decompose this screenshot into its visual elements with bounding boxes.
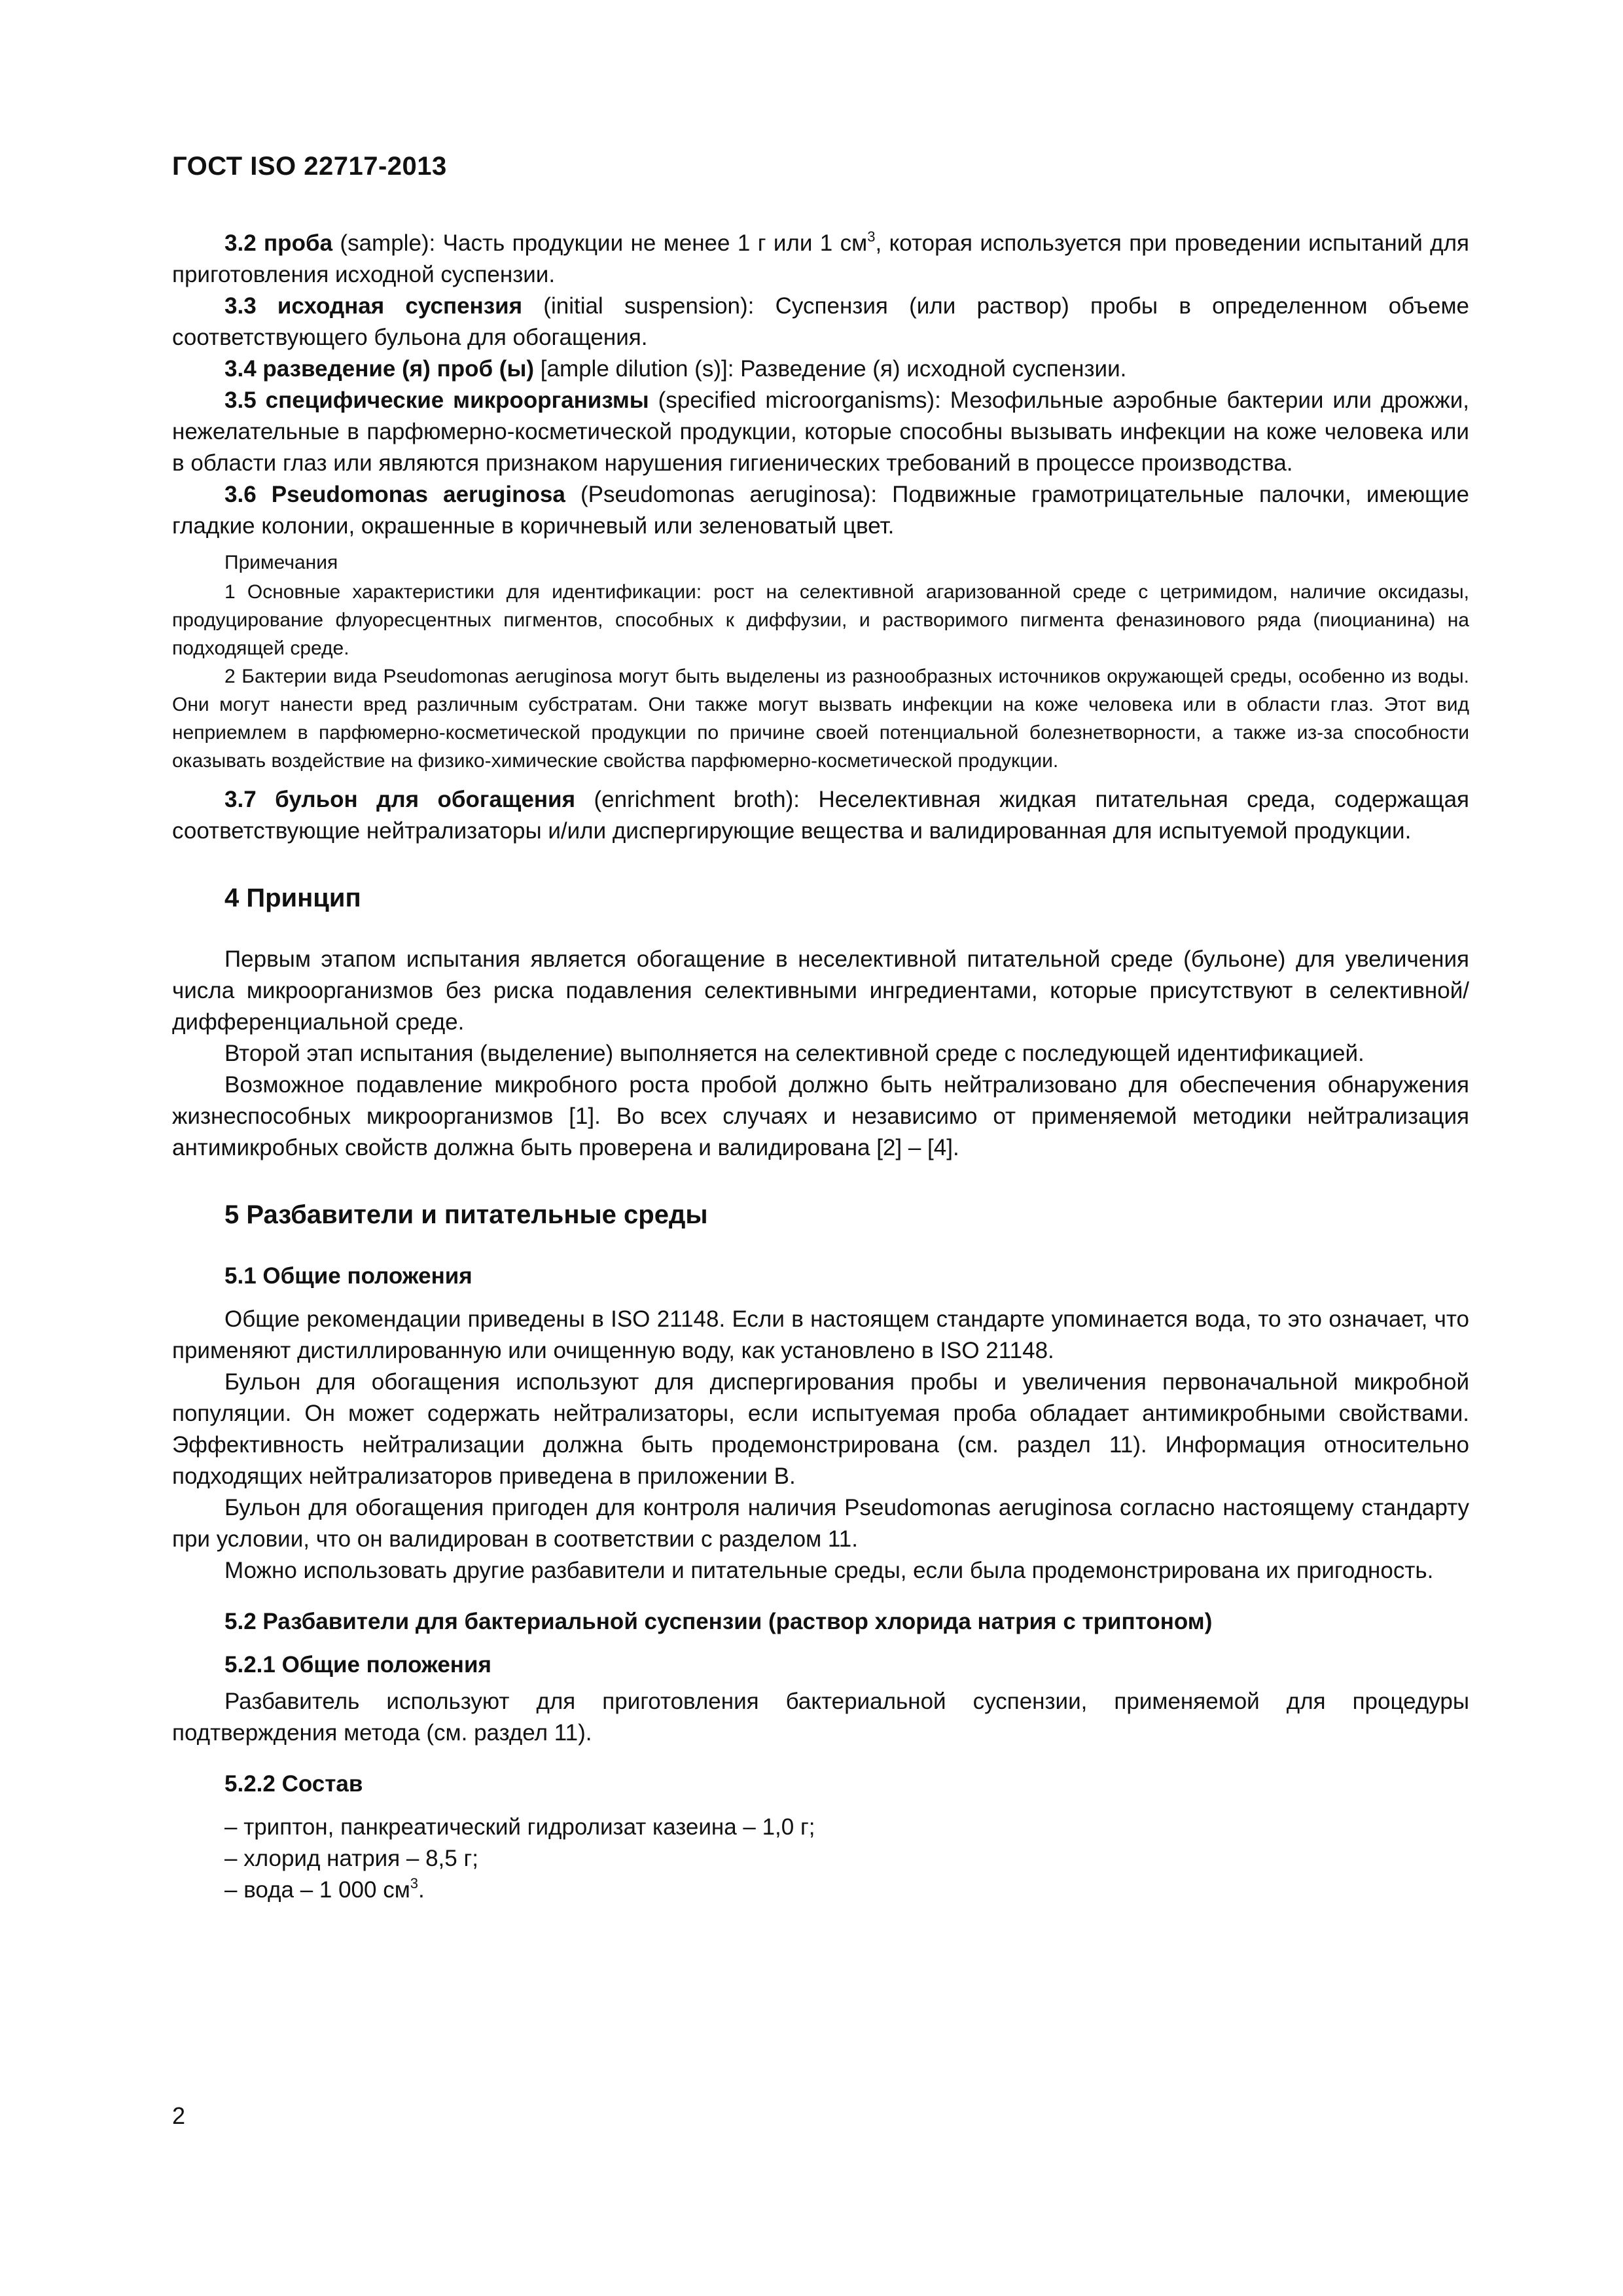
term-english: (specified microorganisms): (658, 387, 941, 413)
term-number: 3.2 (224, 230, 257, 256)
paragraph: Общие рекомендации приведены в ISO 21148. Если в настоящем стандарте упоминается вода, то это означает, что применяют дистиллированную или очищенную воду, как установлено в ISO 21148. (172, 1306, 1469, 1363)
term-title: Pseudomonas aeruginosa (271, 482, 565, 507)
term-definition: Часть продукции не менее 1 г или 1 см (435, 230, 868, 256)
term-title: специфические микроорганизмы (265, 387, 649, 413)
paragraph: Можно использовать другие разбавители и питательные среды, если была продемонстрирована их пригодность. (224, 1558, 1434, 1583)
document-header: ГОСТ ISO 22717-2013 (172, 152, 447, 181)
superscript: 3 (867, 228, 876, 245)
term-english: (enrichment broth): (594, 787, 800, 812)
term-english: (Pseudomonas aeruginosa): (580, 482, 878, 507)
page-body (172, 228, 1469, 1906)
paragraph: Возможное подавление микробного роста пробой должно быть нейтрализовано для обеспечения обнаружения жизнеспособных микроорганизмов [1]. Во всех случаях и независимо от применяемой методики нейтрализация антимикробных свойств должна быть проверена и валидирована [2] – [4]. (172, 1072, 1469, 1160)
term-number: 3.3 (224, 293, 257, 319)
subsection-5-2-2-heading: 5.2.2 Состав (224, 1771, 363, 1797)
notes-heading: Примечания (224, 552, 338, 573)
term-3-4 (172, 353, 1469, 385)
term-definition: Неселективная жидкая питательная среда, содержащая соответствующие нейтрализаторы и/или диспергирующие вещества и валидированная для испытуемой продукции. (172, 787, 1469, 844)
term-english: (sample): (340, 230, 436, 256)
section-5-heading: 5 Разбавители и питательные среды (224, 1200, 708, 1229)
term-3-5 (172, 385, 1469, 479)
term-title: проба (264, 230, 333, 256)
term-title: бульон для обогащения (275, 787, 575, 812)
term-title: исходная суспензия (277, 293, 523, 319)
term-number: 3.4 (224, 356, 257, 382)
note-2: 2 Бактерии вида Pseudomonas aeruginosa могут быть выделены из разнообразных источников окружающей среды, особенно из воды. Они могут нанести вред различным субстратам. Они также могут вызвать инфекции на коже человека или в области глаз. Этот вид неприемлем в парфюмерно-косметической продукции по причине своей потенциальной болезнетворности, а также из-за способности оказывать воздействие на физико-химические свойства парфюмерно-косметической продукции. (172, 666, 1469, 772)
term-3-2 (172, 228, 1469, 291)
page-number: 2 (172, 2102, 186, 2129)
list-item: – триптон, панкреатический гидролизат казеина – 1,0 г; (224, 1814, 815, 1840)
paragraph: Второй этап испытания (выделение) выполняется на селективной среде с последующей идентификацией. (224, 1041, 1364, 1066)
term-3-7 (172, 784, 1469, 847)
paragraph: Разбавитель используют для приготовления бактериальной суспензии, применяемой для процедуры подтверждения метода (см. раздел 11). (172, 1689, 1469, 1746)
term-3-6 (172, 479, 1469, 542)
term-definition: Суспензия (или раствор) пробы в определенном объеме соответствующего бульона для обогащения. (172, 293, 1469, 350)
term-definition: Разведение (я) исходной суспензии. (734, 356, 1127, 382)
term-definition-cont: , которая используется при проведении испытаний для приготовления исходной суспензии. (172, 230, 1469, 287)
term-number: 3.5 (224, 387, 257, 413)
notes-block (172, 548, 1469, 775)
term-definition: Мезофильные аэробные бактерии или дрожжи, нежелательные в парфюмерно-косметической продукции, которые способны вызывать инфекции на коже человека или в области глаз или являются признаком нарушения гигиенических требований в процессе производства. (172, 387, 1469, 476)
section-4-heading: 4 Принцип (224, 884, 361, 912)
term-definition: Подвижные грамотрицательные палочки, имеющие гладкие колонии, окрашенные в коричневый или зеленоватый цвет. (172, 482, 1469, 539)
superscript: 3 (410, 1875, 419, 1892)
term-english: [ample dilution (s)]: (540, 356, 734, 382)
note-1: 1 Основные характеристики для идентификации: рост на селективной агаризованной среде с цетримидом, наличие оксидазы, продуцирование флуоресцентных пигментов, способных к диффузии, и растворимого пигмента феназинового ряда (пиоцианина) на подходящей среде. (172, 581, 1469, 659)
term-number: 3.6 (224, 482, 257, 507)
list-item: – хлорид натрия – 8,5 г; (224, 1846, 478, 1871)
list-item-end: . (418, 1877, 425, 1903)
list-item (172, 1874, 1469, 1906)
term-english: (initial suspension): (543, 293, 755, 319)
composition-list (172, 1812, 1469, 1906)
paragraph: Первым этапом испытания является обогащение в неселективной питательной среде (бульоне) для увеличения числа микроорганизмов без риска подавления селективными ингредиентами, которые присутствуют в селективной/дифференциальной среде. (172, 946, 1469, 1035)
subsection-5-1-heading: 5.1 Общие положения (224, 1263, 473, 1289)
paragraph: Бульон для обогащения используют для диспергирования пробы и увеличения первоначальной микробной популяции. Он может содержать нейтрализаторы, если испытуемая проба обладает антимикробными свойствами. Эффективность нейтрализации должна быть продемонстрирована (см. раздел 11). Информация относительно подходящих нейтрализаторов приведена в приложении В. (172, 1369, 1469, 1489)
term-3-3 (172, 291, 1469, 353)
subsection-5-2-heading: 5.2 Разбавители для бактериальной суспензии (раствор хлорида натрия с триптоном) (224, 1609, 1213, 1634)
subsection-5-2-1-heading: 5.2.1 Общие положения (224, 1652, 491, 1677)
term-number: 3.7 (224, 787, 257, 812)
list-item-text: – вода – 1 000 см (224, 1877, 410, 1903)
term-title: разведение (я) проб (ы) (262, 356, 535, 382)
paragraph: Бульон для обогащения пригоден для контроля наличия Pseudomonas aeruginosa согласно настоящему стандарту при условии, что он валидирован в соответствии с разделом 11. (172, 1495, 1469, 1552)
